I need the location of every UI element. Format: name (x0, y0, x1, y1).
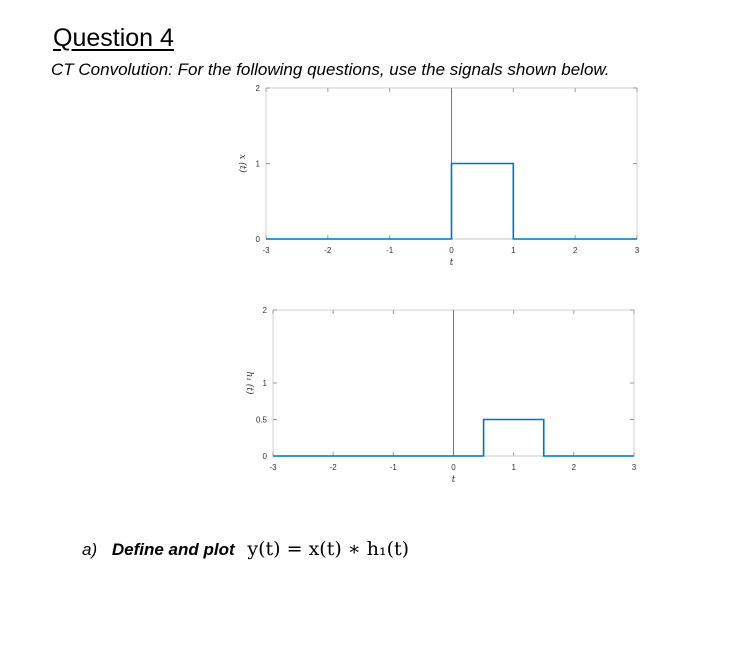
x-tick-label: 0 (451, 463, 456, 472)
y-tick-label: 2 (262, 306, 267, 315)
part-a (82, 538, 409, 560)
y-axis-label: h₁ (t) (244, 371, 254, 395)
x-tick-label: 2 (571, 463, 577, 472)
y-tick-label: 0.5 (255, 415, 267, 425)
x-tick-label: 3 (631, 463, 637, 472)
y-tick-label: 1 (255, 159, 260, 169)
x-tick-label: 1 (511, 246, 516, 255)
x-tick-label: -2 (324, 246, 332, 255)
y-axis-label: x (t) (237, 154, 247, 173)
x-tick-label: 2 (572, 246, 578, 255)
question-subtitle: CT Convolution: For the following questions, use the signals shown below. (51, 60, 610, 79)
x-tick-label: 0 (449, 246, 454, 255)
y-tick-label: 1 (262, 379, 267, 388)
question-title: Question 4 (53, 24, 174, 52)
y-tick-label: 0 (255, 235, 260, 244)
x-axis-label: t (451, 475, 456, 485)
x-tick-label: 1 (511, 463, 516, 472)
x-tick-label: -3 (269, 463, 277, 472)
part-a-instruction: Define and plot (111, 540, 235, 559)
x-tick-label: -3 (262, 246, 270, 255)
y-tick-label: 0 (262, 452, 267, 461)
x-tick-label: -1 (389, 463, 397, 472)
y-tick-label: 2 (255, 84, 260, 93)
x-tick-label: -2 (329, 463, 337, 472)
x-tick-label: 3 (634, 246, 640, 255)
part-a-equation: y(t) = x(t) ∗ h₁(t) (247, 538, 410, 560)
x-axis-label: t (449, 258, 454, 268)
part-a-label: a) (82, 540, 98, 559)
x-tick-label: -1 (386, 246, 394, 255)
